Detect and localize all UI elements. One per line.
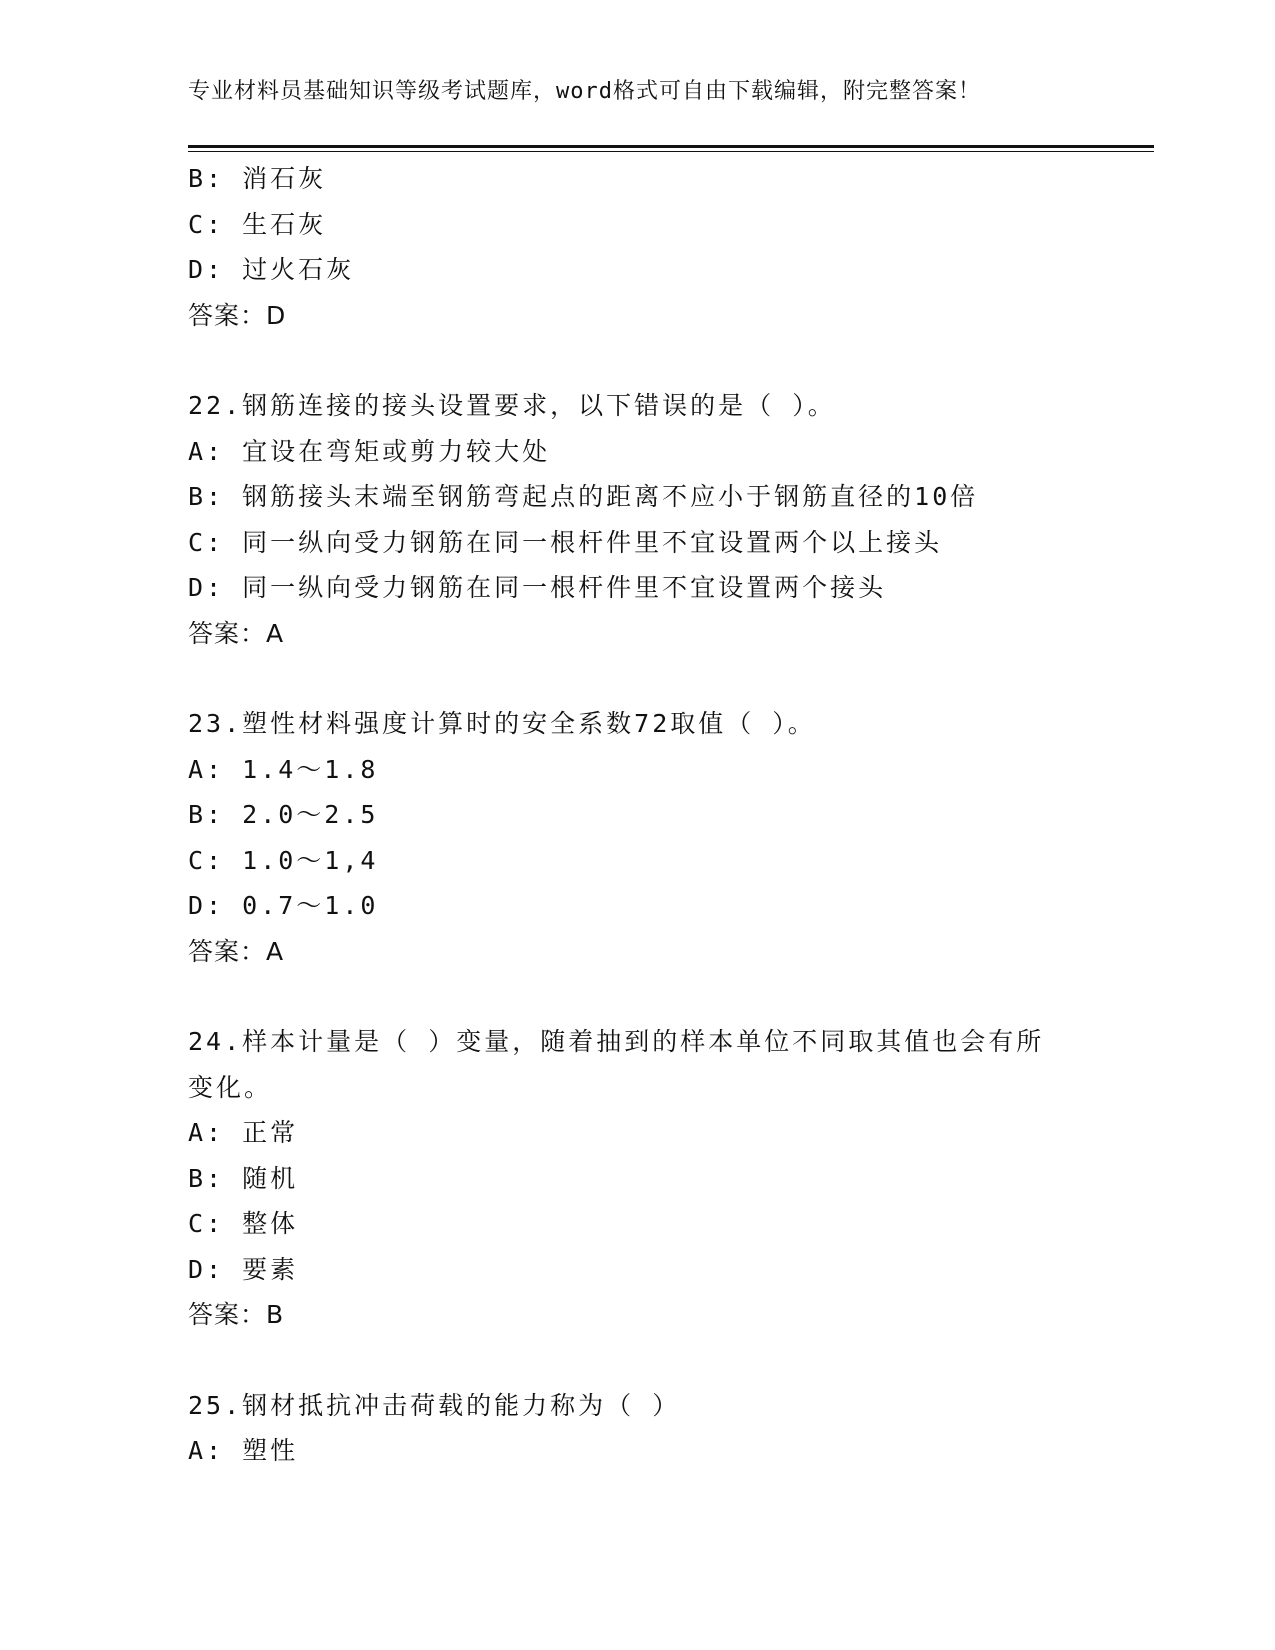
option-d: D: 要素	[188, 1254, 299, 1284]
answer: 答案：A	[188, 618, 285, 648]
option-c: C: 同一纵向受力钢筋在同一根杆件里不宜设置两个以上接头	[188, 527, 943, 557]
option-b: B: 随机	[188, 1163, 299, 1193]
option-c: C: 整体	[188, 1209, 299, 1238]
question-stem-line-2: 变化。	[188, 1072, 273, 1102]
option-d: D: 过火石灰	[188, 255, 355, 284]
option-a: A: 宜设在弯矩或剪力较大处	[188, 436, 551, 466]
option-b: B: 消石灰	[188, 164, 327, 193]
answer: 答案：A	[188, 936, 285, 966]
question-stem: 23.塑性材料强度计算时的安全系数72取值（ ）。	[188, 709, 816, 738]
question-23	[188, 701, 1088, 974]
option-d: D: 0.7～1.0	[188, 891, 379, 920]
header-rule-thick	[188, 145, 1154, 148]
prev-question	[188, 156, 1088, 338]
option-b: B: 2.0～2.5	[188, 800, 379, 829]
page-header: 专业材料员基础知识等级考试题库，word格式可自由下载编辑，附完整答案！	[188, 79, 981, 104]
header-rule-thin	[188, 151, 1154, 152]
option-a: A: 正常	[188, 1118, 299, 1147]
option-a: A: 1.4～1.8	[188, 754, 379, 784]
option-b: B: 钢筋接头末端至钢筋弯起点的距离不应小于钢筋直径的10倍	[188, 482, 979, 511]
answer: 答案：B	[188, 1300, 285, 1329]
question-stem: 22.钢筋连接的接头设置要求，以下错误的是（ ）。	[188, 391, 836, 420]
question-content	[188, 156, 1088, 1474]
question-22	[188, 383, 1088, 656]
answer: 答案：D	[188, 300, 287, 330]
option-d: D: 同一纵向受力钢筋在同一根杆件里不宜设置两个接头	[188, 573, 887, 602]
question-stem: 25.钢材抵抗冲击荷载的能力称为（ ）	[188, 1390, 681, 1420]
question-25	[188, 1383, 1088, 1474]
option-a: A: 塑性	[188, 1436, 299, 1465]
question-stem-line-1: 24.样本计量是（ ）变量，随着抽到的样本单位不同取其值也会有所	[188, 1027, 1045, 1056]
option-c: C: 1.0～1,4	[188, 845, 379, 875]
option-c: C: 生石灰	[188, 209, 327, 239]
question-24	[188, 1019, 1088, 1338]
